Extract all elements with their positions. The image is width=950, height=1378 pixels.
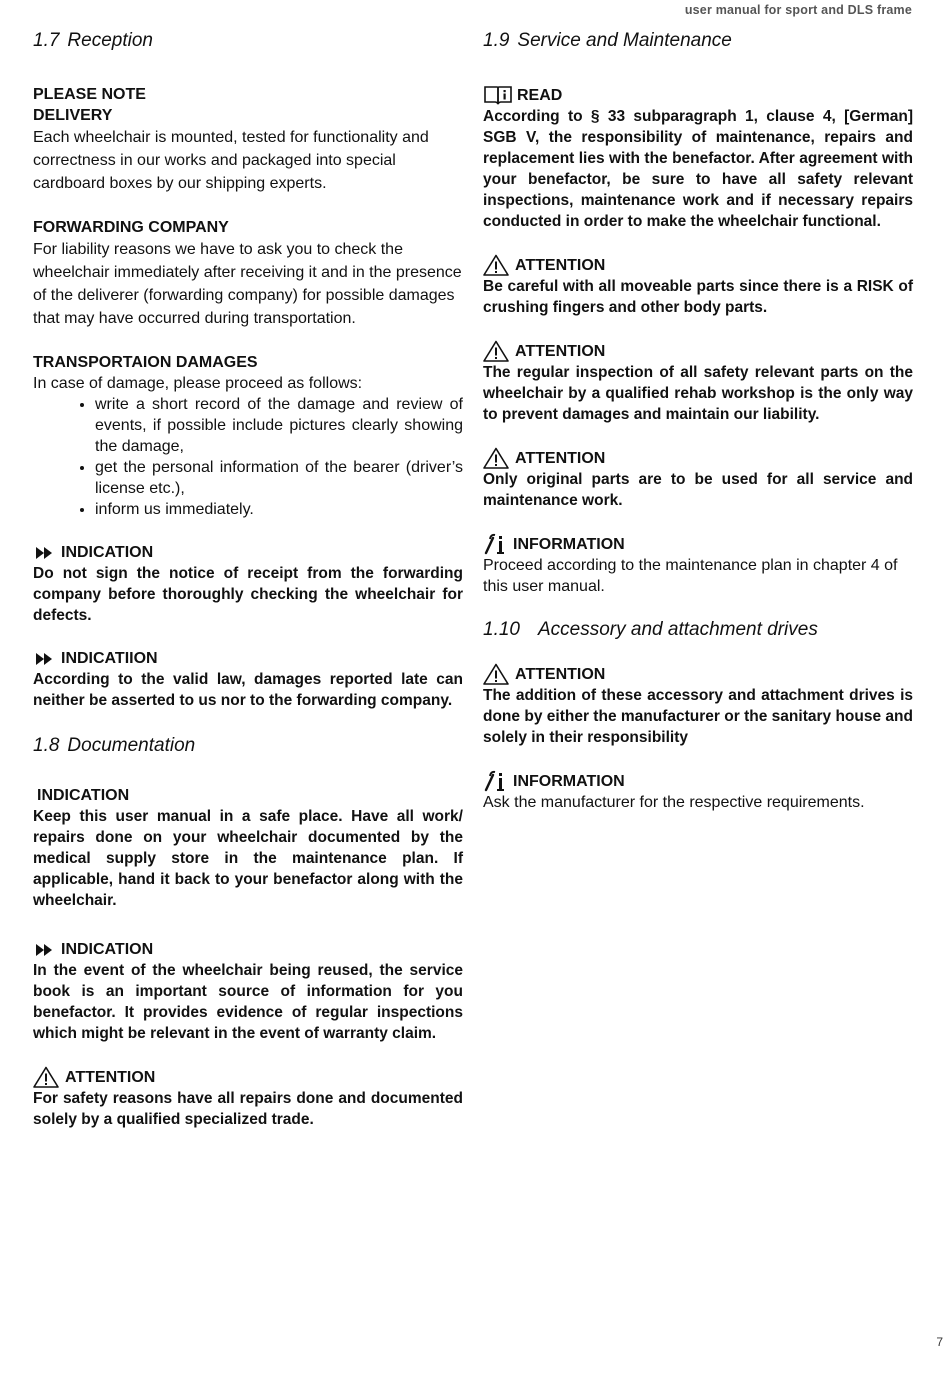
section-heading-documentation	[33, 733, 463, 759]
read-text: According to § 33 subparagraph 1, clause 4, [German] SGB V, the responsibility of maintenance, repairs and replacement lies with the benefactor. After agreement with your benefactor, be sure to have all safety relevant inspections, maintenance work and if necessary repairs conducted in order to make the wheelchair functional.	[483, 108, 913, 230]
section-number: 1.8	[33, 735, 60, 756]
warning-icon	[483, 340, 509, 362]
attention-heading: ATTENTION	[483, 447, 913, 469]
list-item: • write a short record of the damage and review of events, if possible include pictures clearly showing the damage,	[95, 394, 463, 457]
warning-icon	[483, 663, 509, 685]
indication-text: According to the valid law, damages reported late can neither be asserted to us nor to the forwarding company.	[33, 671, 463, 709]
section-title: Documentation	[67, 735, 196, 756]
section-heading-reception	[33, 28, 463, 54]
fast-forward-icon	[33, 943, 55, 957]
forwarding-text: For liability reasons we have to ask you to check the wheelchair immediately after receiving it and in the presence of the deliverer (forwarding company) for possible damages that may have occurred during transportation.	[33, 241, 462, 327]
read-heading: READ	[483, 84, 913, 106]
warning-icon	[483, 447, 509, 469]
section-number: 1.9	[483, 30, 510, 51]
attention-text: The addition of these accessory and attachment drives is done by either the manufacturer or the sanitary house and solely in their responsibility	[483, 687, 913, 746]
wrench-info-icon	[483, 770, 507, 792]
attention-heading: ATTENTION	[483, 254, 913, 276]
section-number: 1.7	[33, 30, 60, 51]
section-number: 1.10	[483, 619, 520, 640]
indication-text: Do not sign the notice of receipt from the forwarding company before thoroughly checking the wheelchair for defects.	[33, 565, 463, 624]
indication-heading: INDICATION	[37, 787, 130, 804]
attention-text: For safety reasons have all repairs done and documented solely by a qualified specialized trade.	[33, 1090, 463, 1128]
attention-text: Only original parts are to be used for all service and maintenance work.	[483, 471, 913, 509]
page-number: 7	[936, 1335, 943, 1349]
transport-intro: In case of damage, please proceed as follows:	[33, 375, 363, 392]
list-item: • get the personal information of the bearer (driver’s license etc.),	[95, 457, 463, 499]
information-text: Proceed according to the maintenance plan in chapter 4 of this user manual.	[483, 557, 898, 595]
warning-icon	[483, 254, 509, 276]
section-title: Accessory and attachment drives	[537, 619, 818, 640]
fast-forward-icon	[33, 652, 55, 666]
indication-heading: INDICATION	[33, 939, 463, 960]
attention-heading: ATTENTION	[483, 340, 913, 362]
fast-forward-icon	[33, 546, 55, 560]
warning-icon	[33, 1066, 59, 1088]
indication-heading: INDICATION	[33, 542, 463, 563]
delivery-title: DELIVERY	[33, 107, 113, 124]
section-heading-accessory	[483, 617, 913, 643]
attention-text: Be careful with all moveable parts since there is a RISK of crushing fingers and other body parts.	[483, 278, 913, 316]
left-column	[33, 28, 463, 1130]
section-title: Reception	[67, 30, 153, 51]
information-heading: INFORMATION	[483, 533, 913, 555]
running-header: user manual for sport and DLS frame	[684, 3, 912, 17]
section-title: Service and Maintenance	[517, 30, 732, 51]
information-heading: INFORMATION	[483, 770, 913, 792]
transport-damages-title: TRANSPORTAION DAMAGES	[33, 354, 258, 371]
wrench-info-icon	[483, 533, 507, 555]
attention-text: The regular inspection of all safety relevant parts on the wheelchair by a qualified rehab workshop is the only way to prevent damages and maintain our liability.	[483, 364, 913, 423]
list-item: • inform us immediately.	[95, 499, 463, 520]
section-heading-service	[483, 28, 913, 54]
attention-heading: ATTENTION	[483, 663, 913, 685]
book-info-icon	[483, 84, 513, 106]
information-text: Ask the manufacturer for the respective requirements.	[483, 794, 865, 811]
forwarding-title: FORWARDING COMPANY	[33, 219, 229, 236]
delivery-text: Each wheelchair is mounted, tested for functionality and correctness in our works and packaged into special cardboard boxes by our shipping experts.	[33, 129, 429, 192]
transport-steps-list	[33, 394, 463, 520]
right-column	[483, 28, 913, 813]
indication-heading: INDICATIION	[33, 648, 463, 669]
indication-text: Keep this user manual in a safe place. Have all work/ repairs done on your wheelchair documented by the medical supply store in the maintenance plan. If applicable, hand it back to your benefactor along with the wheelchair.	[33, 808, 463, 909]
attention-heading: ATTENTION	[33, 1066, 463, 1088]
indication-text: In the event of the wheelchair being reused, the service book is an important source of information for you benefactor. It provides evidence of regular inspections which might be relevant in the event of warranty claim.	[33, 962, 463, 1042]
please-note-title: PLEASE NOTE	[33, 86, 146, 103]
